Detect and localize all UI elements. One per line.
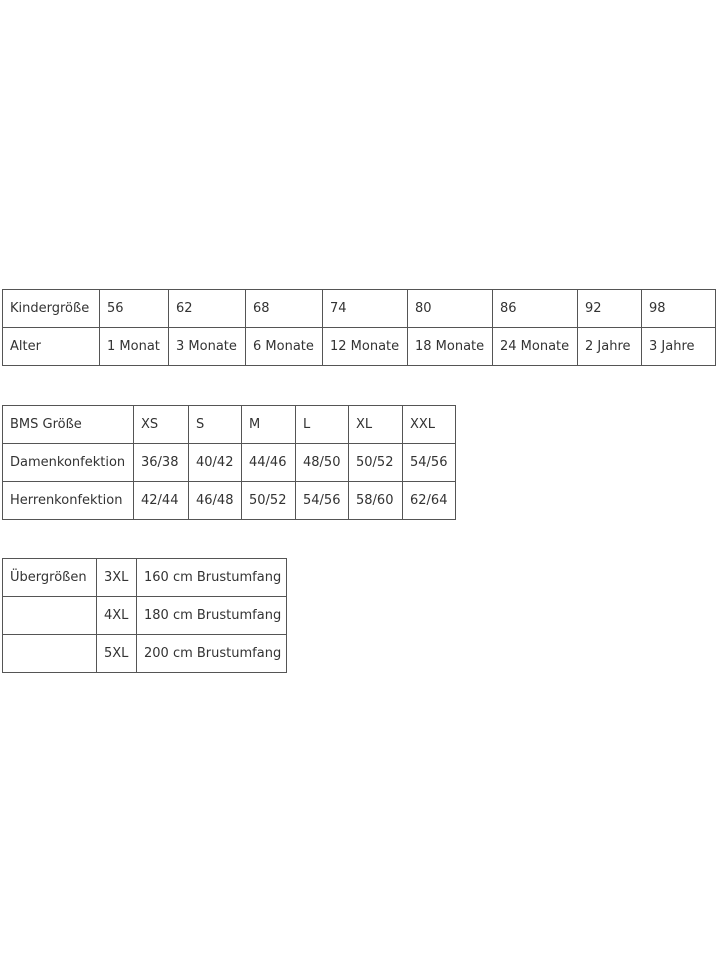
table-cell: XXL	[403, 406, 456, 444]
table-cell: 62/64	[403, 482, 456, 520]
table-cell: L	[296, 406, 349, 444]
table-cell: 4XL	[97, 597, 137, 635]
table-cell: 42/44	[134, 482, 189, 520]
table-cell: 86	[493, 290, 578, 328]
table-cell: 3 Monate	[169, 328, 246, 366]
table-cell: 62	[169, 290, 246, 328]
table-cell: 80	[408, 290, 493, 328]
table-cell: 98	[642, 290, 716, 328]
table-cell: 160 cm Brustumfang	[137, 559, 287, 597]
table-cell: XL	[349, 406, 403, 444]
row-header-cell: Damenkonfektion	[3, 444, 134, 482]
row-header-cell: Alter	[3, 328, 100, 366]
row-header-cell	[3, 635, 97, 673]
table-cell: 12 Monate	[323, 328, 408, 366]
table-cell: 36/38	[134, 444, 189, 482]
table-cell: 6 Monate	[246, 328, 323, 366]
table-row	[3, 635, 287, 673]
table-cell: 92	[578, 290, 642, 328]
table-row	[3, 559, 287, 597]
table-cell: 180 cm Brustumfang	[137, 597, 287, 635]
bms-size-table	[2, 405, 456, 520]
table-cell: M	[242, 406, 296, 444]
table-cell: 44/46	[242, 444, 296, 482]
table-cell: 18 Monate	[408, 328, 493, 366]
table-cell: S	[189, 406, 242, 444]
table-cell: 5XL	[97, 635, 137, 673]
row-header-cell: Übergrößen	[3, 559, 97, 597]
table-row	[3, 328, 716, 366]
kids-size-table	[2, 289, 716, 366]
table-cell: 54/56	[296, 482, 349, 520]
row-header-cell: Kindergröße	[3, 290, 100, 328]
table-cell: 1 Monat	[100, 328, 169, 366]
table-cell: 24 Monate	[493, 328, 578, 366]
table-cell: 48/50	[296, 444, 349, 482]
table-row	[3, 290, 716, 328]
table-cell: 46/48	[189, 482, 242, 520]
table-cell: XS	[134, 406, 189, 444]
table-row	[3, 597, 287, 635]
row-header-cell	[3, 597, 97, 635]
table-row	[3, 482, 456, 520]
table-cell: 2 Jahre	[578, 328, 642, 366]
table-cell: 68	[246, 290, 323, 328]
row-header-cell: Herrenkonfektion	[3, 482, 134, 520]
row-header-cell: BMS Größe	[3, 406, 134, 444]
table-cell: 54/56	[403, 444, 456, 482]
table-cell: 200 cm Brustumfang	[137, 635, 287, 673]
table-cell: 40/42	[189, 444, 242, 482]
table-cell: 74	[323, 290, 408, 328]
table-cell: 50/52	[349, 444, 403, 482]
table-cell: 58/60	[349, 482, 403, 520]
table-row	[3, 406, 456, 444]
table-cell: 3 Jahre	[642, 328, 716, 366]
plus-size-table	[2, 558, 287, 673]
table-cell: 3XL	[97, 559, 137, 597]
table-row	[3, 444, 456, 482]
table-cell: 50/52	[242, 482, 296, 520]
table-cell: 56	[100, 290, 169, 328]
